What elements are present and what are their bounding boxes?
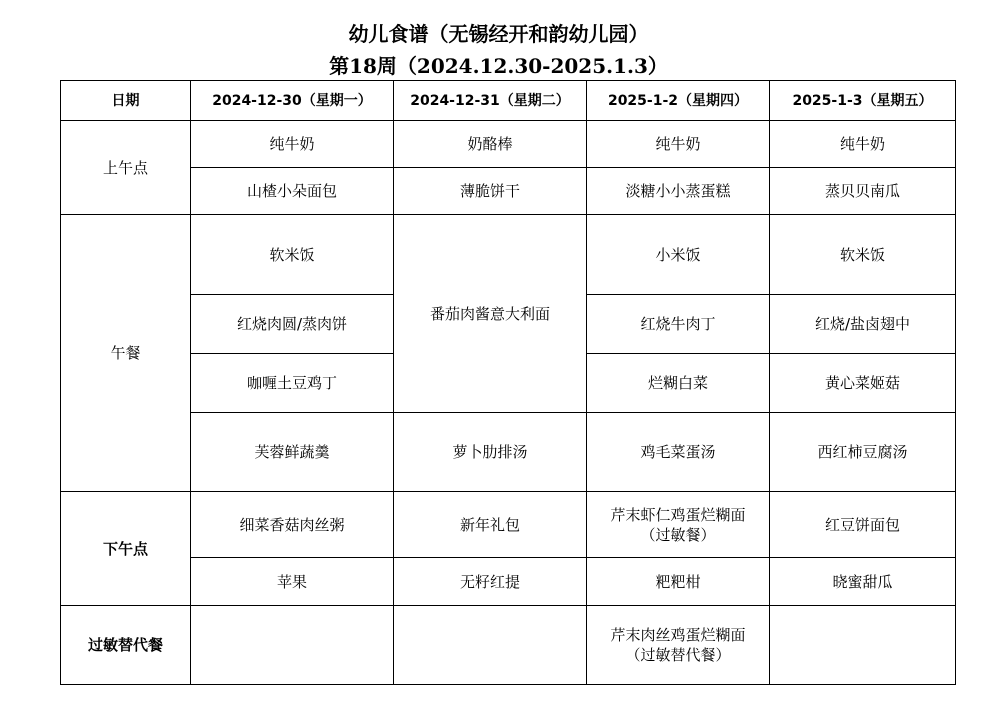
menu-cell: 苹果 bbox=[191, 558, 394, 606]
day-header-fri: 2025-1-3（星期五） bbox=[770, 81, 956, 121]
menu-cell bbox=[587, 606, 770, 685]
day-header-thu: 2025-1-2（星期四） bbox=[587, 81, 770, 121]
menu-cell: 红烧/盐卤翅中 bbox=[770, 295, 956, 354]
page-subtitle: 第18周（2024.12.30-2025.1.3） bbox=[329, 54, 668, 78]
menu-cell: 小米饭 bbox=[587, 215, 770, 295]
menu-cell: 红烧肉圆/蒸肉饼 bbox=[191, 295, 394, 354]
menu-table bbox=[60, 80, 956, 685]
table-row bbox=[61, 492, 956, 558]
menu-cell-empty bbox=[394, 606, 587, 685]
menu-cell: 纯牛奶 bbox=[191, 121, 394, 168]
header-row bbox=[61, 81, 956, 121]
menu-cell: 奶酪棒 bbox=[394, 121, 587, 168]
menu-cell: 山楂小朵面包 bbox=[191, 168, 394, 215]
menu-cell-note: （过敏替代餐） bbox=[625, 646, 731, 664]
menu-cell: 粑粑柑 bbox=[587, 558, 770, 606]
menu-cell: 黄心菜姬菇 bbox=[770, 354, 956, 413]
menu-cell: 红烧牛肉丁 bbox=[587, 295, 770, 354]
menu-cell: 薄脆饼干 bbox=[394, 168, 587, 215]
menu-cell: 细菜香菇肉丝粥 bbox=[191, 492, 394, 558]
table-row bbox=[61, 215, 956, 295]
menu-cell: 纯牛奶 bbox=[770, 121, 956, 168]
section-label-allergy-meal: 过敏替代餐 bbox=[61, 606, 191, 685]
menu-cell: 红豆饼面包 bbox=[770, 492, 956, 558]
menu-cell: 晓蜜甜瓜 bbox=[770, 558, 956, 606]
table-row bbox=[61, 606, 956, 685]
day-header-tue: 2024-12-31（星期二） bbox=[394, 81, 587, 121]
menu-cell: 无籽红提 bbox=[394, 558, 587, 606]
menu-cell-empty bbox=[191, 606, 394, 685]
date-header: 日期 bbox=[61, 81, 191, 121]
table-row bbox=[61, 168, 956, 215]
menu-cell-note: （过敏餐） bbox=[640, 525, 716, 544]
menu-cell-empty bbox=[770, 606, 956, 685]
menu-cell: 淡糖小小蒸蛋糕 bbox=[587, 168, 770, 215]
section-label-afternoon-snack: 下午点 bbox=[61, 492, 191, 606]
table-row bbox=[61, 413, 956, 492]
menu-cell: 蒸贝贝南瓜 bbox=[770, 168, 956, 215]
day-header-mon: 2024-12-30（星期一） bbox=[191, 81, 394, 121]
menu-cell: 新年礼包 bbox=[394, 492, 587, 558]
page-title: 幼儿食谱（无锡经开和韵幼儿园） bbox=[348, 22, 649, 46]
section-label-morning-snack: 上午点 bbox=[61, 121, 191, 215]
menu-cell bbox=[587, 492, 770, 558]
menu-cell: 咖喱土豆鸡丁 bbox=[191, 354, 394, 413]
table-row bbox=[61, 558, 956, 606]
menu-cell: 西红柿豆腐汤 bbox=[770, 413, 956, 492]
menu-cell-line: 芹末肉丝鸡蛋烂糊面 bbox=[610, 626, 746, 644]
table-row bbox=[61, 121, 956, 168]
menu-cell: 鸡毛菜蛋汤 bbox=[587, 413, 770, 492]
menu-cell: 软米饭 bbox=[191, 215, 394, 295]
menu-cell: 芙蓉鲜蔬羹 bbox=[191, 413, 394, 492]
menu-cell: 软米饭 bbox=[770, 215, 956, 295]
menu-cell: 烂糊白菜 bbox=[587, 354, 770, 413]
menu-cell: 萝卜肋排汤 bbox=[394, 413, 587, 492]
menu-cell-line: 芹末虾仁鸡蛋烂糊面 bbox=[610, 505, 746, 524]
section-label-lunch: 午餐 bbox=[61, 215, 191, 492]
menu-cell: 纯牛奶 bbox=[587, 121, 770, 168]
menu-cell: 番茄肉酱意大利面 bbox=[394, 215, 587, 413]
